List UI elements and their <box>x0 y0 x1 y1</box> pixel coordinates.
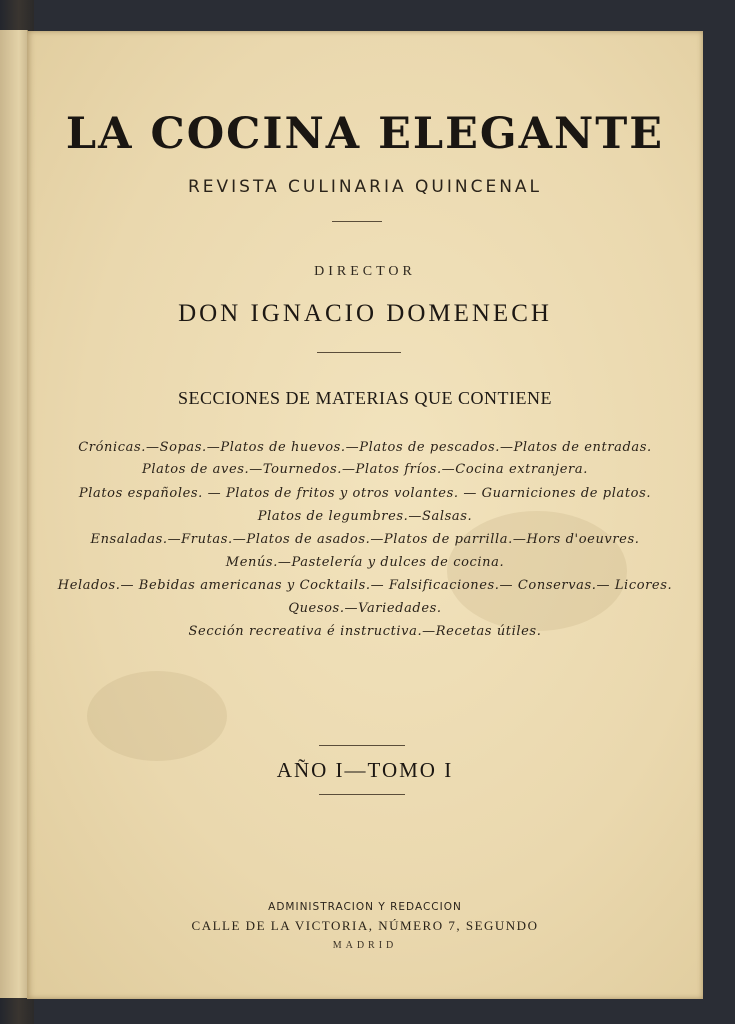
left-page-edge <box>0 30 28 998</box>
director-label: DIRECTOR <box>314 264 416 279</box>
title-page <box>27 31 703 999</box>
publication-title: LA COCINA ELEGANTE <box>65 109 665 159</box>
divider-rule <box>319 745 405 746</box>
sections-line: Quesos.—Variedades. <box>288 601 442 616</box>
year-volume: AÑO I—TOMO I <box>276 758 454 782</box>
sections-line: Platos de legumbres.—Salsas. <box>257 509 473 524</box>
sections-line: Sección recreativa é instructiva.—Recetas útiles. <box>188 624 542 639</box>
divider-rule <box>319 794 405 795</box>
address: CALLE DE LA VICTORIA, NÚMERO 7, SEGUNDO <box>191 918 539 933</box>
paper-stain <box>87 671 227 761</box>
sections-line: Ensaladas.—Frutas.—Platos de asados.—Platos de parrilla.—Hors d'oeuvres. <box>90 532 640 547</box>
divider-rule <box>332 221 382 222</box>
director-name: DON IGNACIO DOMENECH <box>178 300 552 327</box>
sections-heading: SECCIONES DE MATERIAS QUE CONTIENE <box>178 388 552 408</box>
sections-line: Crónicas.—Sopas.—Platos de huevos.—Platos de pescados.—Platos de entradas. <box>78 440 652 455</box>
sections-line: Helados.— Bebidas americanas y Cocktails.— Falsificaciones.— Conservas.— Licores. <box>57 578 673 593</box>
sections-line: Platos españoles. — Platos de fritos y otros volantes. — Guarniciones de platos. <box>78 486 652 501</box>
city: MADRID <box>332 940 398 951</box>
divider-rule <box>317 352 401 353</box>
sections-line: Menús.—Pastelería y dulces de cocina. <box>225 555 505 570</box>
sections-line: Platos de aves.—Tournedos.—Platos fríos.—Cocina extranjera. <box>142 462 588 477</box>
publication-subtitle: REVISTA CULINARIA QUINCENAL <box>187 177 543 197</box>
admin-heading: ADMINISTRACION Y REDACCION <box>268 901 462 913</box>
